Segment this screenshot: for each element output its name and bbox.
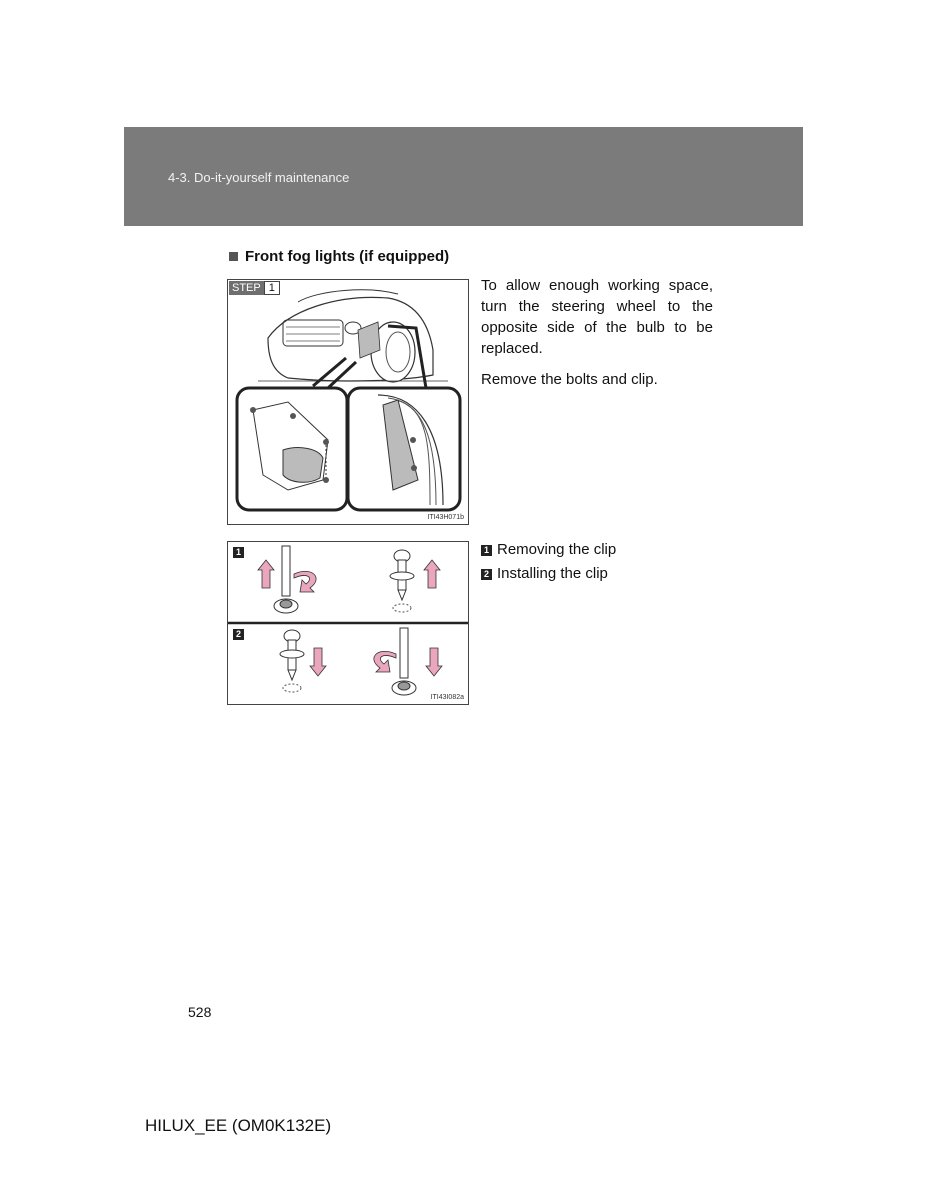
section-title-text: Front fog lights (if equipped) (245, 248, 450, 265)
panel-number-1: 1 (233, 547, 244, 558)
legend-number: 1 (481, 545, 492, 556)
legend-number: 2 (481, 569, 492, 580)
figure-bolt-locations (227, 279, 469, 525)
square-bullet-icon (229, 252, 238, 261)
legend-item (481, 562, 616, 586)
header-band (124, 127, 803, 226)
page-number: 528 (188, 1004, 212, 1020)
car-front-illustration (228, 280, 468, 524)
figure1-code: ITI43H071b (427, 514, 464, 521)
figure-legend (481, 538, 616, 586)
legend-label: Installing the clip (497, 565, 608, 582)
instruction-text-1: To allow enough working space, turn the steering wheel to the opposite side of the bulb to be replaced. (481, 277, 713, 357)
legend-label: Removing the clip (497, 541, 617, 558)
step-label: STEP (229, 281, 264, 295)
instruction-text-2: Remove the bolts and clip. (481, 371, 658, 388)
legend-item (481, 538, 616, 562)
footer-doc-id: HILUX_EE (OM0K132E) (145, 1116, 332, 1135)
section-title (229, 248, 449, 265)
figure2-code: ITI43I082a (430, 694, 464, 701)
step-number: 1 (264, 281, 280, 295)
step-badge (229, 281, 280, 295)
panel-number-2: 2 (233, 629, 244, 640)
figure-clip-procedure (227, 541, 469, 705)
clip-illustration (228, 542, 468, 704)
section-heading: 4-3. Do-it-yourself maintenance (168, 170, 350, 185)
